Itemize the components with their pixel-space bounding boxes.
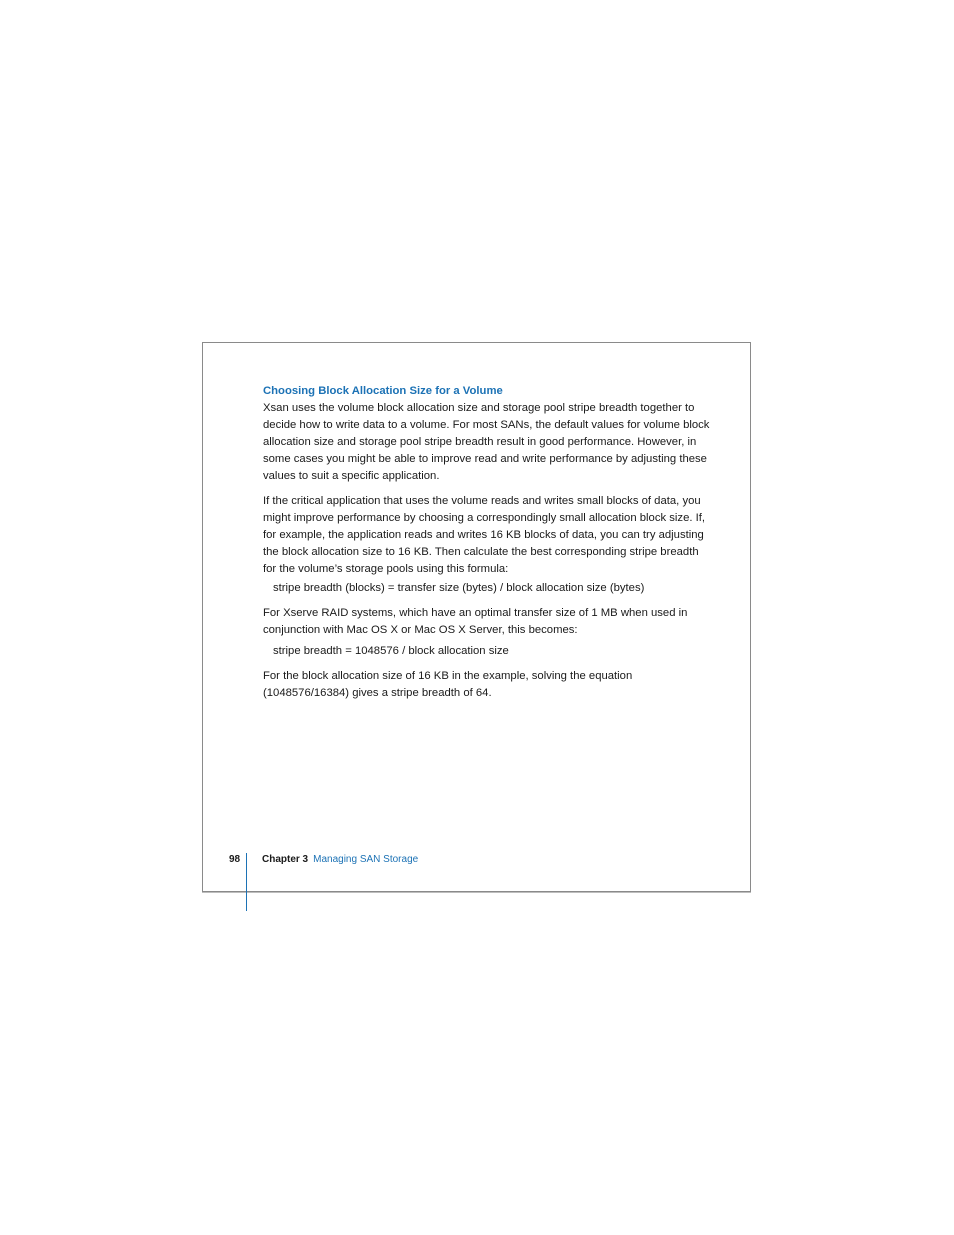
paragraph-example-result-text: For the block allocation size of 16 KB in the example, solving the equation (1048576/16384) gives a stripe breadth of 64. (263, 670, 633, 699)
paragraph-intro: Xsan uses the volume block allocation size and storage pool stripe breadth together to decide how to write data to a volume. For most SANs, the default values for volume block allocation size and storage pool stripe breadth result in good performance. However, in some cases you might be able to improve read and write performance by adjusting these values to suit a specific application. (263, 402, 710, 482)
page-content (263, 383, 713, 710)
page-number: 98 (229, 854, 241, 865)
formula-stripe-breadth: stripe breadth (blocks) = transfer size (bytes) / block allocation size (bytes) (273, 582, 645, 594)
chapter-label: Chapter 3 (262, 854, 309, 865)
paragraph-small-blocks: If the critical application that uses the volume reads and writes small blocks of data, you might improve performance by choosing a correspondingly small allocation block size. If, for example, the application reads and writes 16 KB blocks of data, you can try adjusting the block allocation size to 16 KB. Then calculate the best corresponding stripe breadth for the volume’s storage pools using this formula: (263, 495, 706, 575)
paragraph-example-result (263, 668, 713, 702)
chapter-title: Managing SAN Storage (313, 854, 419, 865)
footer-chapter (262, 853, 418, 867)
footer-divider (246, 853, 247, 911)
paragraph-xserve-raid: For Xserve RAID systems, which have an optimal transfer size of 1 MB when used in conjunction with Mac OS X or Mac OS X Server, this becomes: (263, 607, 688, 636)
section-heading: Choosing Block Allocation Size for a Volume (263, 385, 503, 397)
formula-xserve-raid: stripe breadth = 1048576 / block allocation size (273, 645, 509, 657)
